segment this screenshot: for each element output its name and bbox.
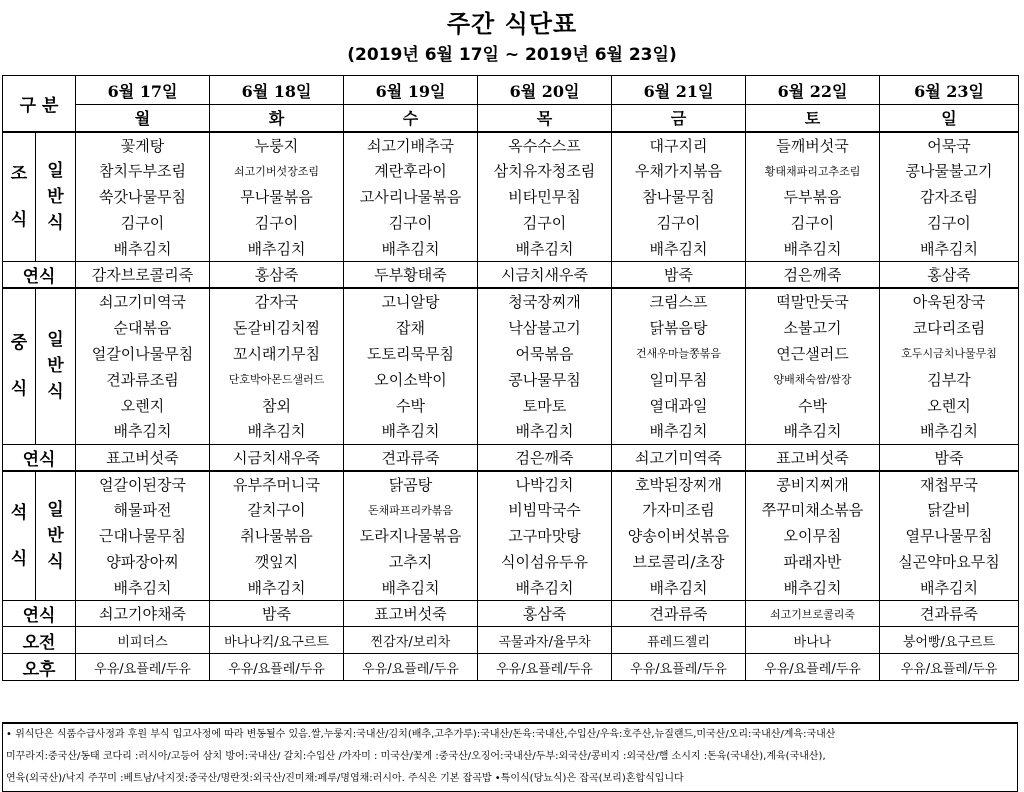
date-header: 6월 18일 (210, 76, 344, 105)
dinner-porridge-label: 연식 (3, 601, 76, 627)
day-header: 목 (478, 105, 612, 132)
porridge-item: 시금치새우죽 (210, 444, 344, 471)
porridge-item: 홍삼죽 (478, 601, 612, 627)
porridge-item: 견과류죽 (344, 444, 478, 471)
menu-item: 아욱된장국 (880, 288, 1019, 314)
menu-item: 쇠고기버섯장조림 (210, 158, 344, 184)
lunch-general-label: 일 반 식 (36, 288, 76, 444)
footer-notes (2, 722, 1018, 792)
menu-item: 일미무침 (612, 366, 746, 392)
menu-item: 수박 (344, 392, 478, 418)
menu-item: 닭갈비 (880, 497, 1019, 523)
menu-item: 고니알탕 (344, 288, 478, 314)
menu-item: 김구이 (76, 210, 210, 236)
menu-item: 배추김치 (344, 418, 478, 444)
menu-item: 배추김치 (76, 236, 210, 262)
menu-item: 감자조림 (880, 184, 1019, 210)
menu-item: 배추김치 (76, 575, 210, 601)
date-header: 6월 22일 (746, 76, 880, 105)
menu-item: 꼬시래기무침 (210, 340, 344, 366)
menu-item: 어묵국 (880, 132, 1019, 158)
menu-item: 호두시금치나물무침 (880, 340, 1019, 366)
menu-item: 들깨버섯국 (746, 132, 880, 158)
menu-item: 해물파전 (76, 497, 210, 523)
porridge-item: 검은깨죽 (478, 444, 612, 471)
menu-item: 배추김치 (612, 575, 746, 601)
porridge-item: 밤죽 (210, 601, 344, 627)
menu-item: 재첩무국 (880, 471, 1019, 497)
porridge-item: 밤죽 (880, 444, 1019, 471)
menu-item: 배추김치 (880, 236, 1019, 262)
menu-item: 김구이 (478, 210, 612, 236)
menu-item: 양배채숙쌈/쌈장 (746, 366, 880, 392)
menu-item: 오이무침 (746, 523, 880, 549)
menu-item: 양송이버섯볶음 (612, 523, 746, 549)
dinner-label: 석 식 (3, 471, 36, 601)
menu-item: 열대과일 (612, 392, 746, 418)
menu-item: 오렌지 (76, 392, 210, 418)
menu-item: 참나물무침 (612, 184, 746, 210)
menu-item: 깻잎지 (210, 549, 344, 575)
menu-item: 근대나물무침 (76, 523, 210, 549)
menu-table (2, 75, 1019, 681)
snack-item: 우유/요플레/두유 (478, 654, 612, 681)
menu-item: 김구이 (344, 210, 478, 236)
menu-item: 콩나물무침 (478, 366, 612, 392)
porridge-item: 홍삼죽 (210, 262, 344, 289)
breakfast-porridge-label: 연식 (3, 262, 76, 289)
menu-item: 콩나물불고기 (880, 158, 1019, 184)
menu-item: 돈채파프리카볶음 (344, 497, 478, 523)
menu-item: 김구이 (880, 210, 1019, 236)
pm_snack-label: 오후 (3, 654, 76, 681)
menu-item: 파래자반 (746, 549, 880, 575)
menu-item: 취나물볶음 (210, 523, 344, 549)
menu-item: 비빔막국수 (478, 497, 612, 523)
dinner-general-label: 일 반 식 (36, 471, 76, 601)
porridge-item: 표고버섯죽 (344, 601, 478, 627)
menu-item: 도라지나물볶음 (344, 523, 478, 549)
menu-item: 얼갈이나물무침 (76, 340, 210, 366)
menu-item: 떡말만둣국 (746, 288, 880, 314)
snack-item: 우유/요플레/두유 (210, 654, 344, 681)
menu-item: 배추김치 (210, 236, 344, 262)
menu-item: 갈치구이 (210, 497, 344, 523)
porridge-item: 표고버섯죽 (746, 444, 880, 471)
footer-line-3: 연육(외국산)/낙지 주꾸미 :베트남/낙지젓:중국산/명란젓:외국산/진미채:페루/명엽채:러시아. 주식은 기본 잡곡밥 •특이식(당뇨식)은 잡곡(보리)혼합식입니다 (6, 773, 684, 784)
menu-item: 도토리묵무침 (344, 340, 478, 366)
menu-item: 김부각 (880, 366, 1019, 392)
menu-item: 오이소박이 (344, 366, 478, 392)
menu-item: 무나물볶음 (210, 184, 344, 210)
porridge-item: 두부황태죽 (344, 262, 478, 289)
day-header: 화 (210, 105, 344, 132)
snack-item: 우유/요플레/두유 (746, 654, 880, 681)
menu-item: 순대볶음 (76, 314, 210, 340)
menu-item: 배추김치 (478, 418, 612, 444)
menu-item: 배추김치 (210, 575, 344, 601)
menu-item: 두부볶음 (746, 184, 880, 210)
snack-item: 우유/요플레/두유 (76, 654, 210, 681)
menu-item: 잡채 (344, 314, 478, 340)
menu-item: 쇠고기미역국 (76, 288, 210, 314)
footer-line-1: • 위식단은 식품수급사정과 후원 부식 입고사정에 따라 변동될수 있음.쌀,누룽지:국내산/김치(배추,고추가루):국내산/돈육:국내산,수입산/우육:호주산,뉴질랜드,미국산/오리:국내산/계육:국내산 (6, 729, 836, 740)
porridge-item: 홍삼죽 (880, 262, 1019, 289)
menu-item: 단호박아몬드샐러드 (210, 366, 344, 392)
porridge-item: 표고버섯죽 (76, 444, 210, 471)
date-header: 6월 23일 (880, 76, 1019, 105)
menu-item: 오렌지 (880, 392, 1019, 418)
menu-item: 실곤약마요무침 (880, 549, 1019, 575)
menu-item: 코다리조림 (880, 314, 1019, 340)
menu-item: 가자미조림 (612, 497, 746, 523)
date-header: 6월 20일 (478, 76, 612, 105)
snack-item: 비피더스 (76, 627, 210, 654)
menu-item: 배추김치 (76, 418, 210, 444)
date-header: 6월 21일 (612, 76, 746, 105)
lunch-label: 중 식 (3, 288, 36, 444)
snack-item: 우유/요플레/두유 (344, 654, 478, 681)
menu-item: 수박 (746, 392, 880, 418)
menu-item: 삼치유자청조림 (478, 158, 612, 184)
menu-item: 누룽지 (210, 132, 344, 158)
menu-item: 견과류조림 (76, 366, 210, 392)
snack-item: 우유/요플레/두유 (612, 654, 746, 681)
menu-item: 식이섬유두유 (478, 549, 612, 575)
porridge-item: 쇠고기야채죽 (76, 601, 210, 627)
menu-item: 쭈꾸미채소볶음 (746, 497, 880, 523)
menu-item: 배추김치 (612, 418, 746, 444)
snack-item: 퓨레드젤리 (612, 627, 746, 654)
menu-item: 비타민무침 (478, 184, 612, 210)
menu-item: 쇠고기배추국 (344, 132, 478, 158)
porridge-item: 감자브로콜리죽 (76, 262, 210, 289)
menu-item: 김구이 (210, 210, 344, 236)
menu-item: 호박된장찌개 (612, 471, 746, 497)
menu-item: 배추김치 (746, 236, 880, 262)
menu-item: 김구이 (612, 210, 746, 236)
menu-item: 어묵볶음 (478, 340, 612, 366)
menu-item: 건새우마늘쫑볶음 (612, 340, 746, 366)
day-header: 일 (880, 105, 1019, 132)
day-header: 금 (612, 105, 746, 132)
menu-item: 꽃게탕 (76, 132, 210, 158)
day-header: 월 (76, 105, 210, 132)
menu-item: 배추김치 (880, 418, 1019, 444)
menu-item: 배추김치 (210, 418, 344, 444)
menu-item: 열무나물무침 (880, 523, 1019, 549)
snack-item: 곡물과자/율무차 (478, 627, 612, 654)
menu-item: 닭곰탕 (344, 471, 478, 497)
menu-item: 감자국 (210, 288, 344, 314)
breakfast-general-label: 일 반 식 (36, 132, 76, 262)
menu-item: 참외 (210, 392, 344, 418)
menu-item: 배추김치 (344, 236, 478, 262)
porridge-item: 밤죽 (612, 262, 746, 289)
menu-item: 닭볶음탕 (612, 314, 746, 340)
porridge-item: 쇠고기브로콜리죽 (746, 601, 880, 627)
porridge-item: 쇠고기미역죽 (612, 444, 746, 471)
menu-item: 배추김치 (880, 575, 1019, 601)
snack-item: 우유/요플레/두유 (880, 654, 1019, 681)
snack-item: 바나나킥/요구르트 (210, 627, 344, 654)
menu-item: 크림스프 (612, 288, 746, 314)
menu-item: 배추김치 (344, 575, 478, 601)
menu-item: 돈갈비김치찜 (210, 314, 344, 340)
menu-item: 대구지리 (612, 132, 746, 158)
porridge-item: 견과류죽 (612, 601, 746, 627)
date-header: 6월 17일 (76, 76, 210, 105)
menu-item: 배추김치 (478, 236, 612, 262)
footer-line-2: 미꾸라지:중국산/동태 코다리 :러시아/고등어 삼치 방어:국내산/ 갈치:수입산 /가자미 : 미국산/꽃게 :중국산/오징어:국내산/두부:외국산/콩비지 :외국산/햄 소시지 :돈육(국내산),계육(국내산), (6, 751, 826, 762)
date-header: 6월 19일 (344, 76, 478, 105)
porridge-item: 시금치새우죽 (478, 262, 612, 289)
menu-item: 옥수수스프 (478, 132, 612, 158)
menu-item: 연근샐러드 (746, 340, 880, 366)
menu-item: 배추김치 (746, 575, 880, 601)
menu-item: 토마토 (478, 392, 612, 418)
menu-item: 브로콜리/초장 (612, 549, 746, 575)
porridge-item: 검은깨죽 (746, 262, 880, 289)
menu-item: 배추김치 (612, 236, 746, 262)
menu-item: 양파장아찌 (76, 549, 210, 575)
menu-item: 고사리나물볶음 (344, 184, 478, 210)
menu-item: 소불고기 (746, 314, 880, 340)
breakfast-label: 조 식 (3, 132, 36, 262)
menu-item: 얼갈이된장국 (76, 471, 210, 497)
menu-item: 청국장찌개 (478, 288, 612, 314)
menu-item: 콩비지찌개 (746, 471, 880, 497)
snack-item: 바나나 (746, 627, 880, 654)
menu-item: 배추김치 (746, 418, 880, 444)
day-header: 토 (746, 105, 880, 132)
snack-item: 찐감자/보리차 (344, 627, 478, 654)
snack-item: 붕어빵/요구르트 (880, 627, 1019, 654)
menu-item: 고추지 (344, 549, 478, 575)
gubun-header: 구 분 (3, 76, 76, 132)
am_snack-label: 오전 (3, 627, 76, 654)
menu-item: 김구이 (746, 210, 880, 236)
page-title: 주간 식단표 (446, 10, 578, 38)
menu-item: 고구마맛탕 (478, 523, 612, 549)
menu-item: 나박김치 (478, 471, 612, 497)
menu-item: 쑥갓나물무침 (76, 184, 210, 210)
menu-item: 계란후라이 (344, 158, 478, 184)
menu-item: 유부주머니국 (210, 471, 344, 497)
menu-item: 배추김치 (478, 575, 612, 601)
menu-item: 우채가지볶음 (612, 158, 746, 184)
page-subtitle: (2019년 6월 17일 ~ 2019년 6월 23일) (347, 45, 677, 65)
menu-item: 참치두부조림 (76, 158, 210, 184)
day-header: 수 (344, 105, 478, 132)
porridge-item: 견과류죽 (880, 601, 1019, 627)
lunch-porridge-label: 연식 (3, 444, 76, 471)
menu-item: 황태채파리고추조림 (746, 158, 880, 184)
menu-item: 낙삼불고기 (478, 314, 612, 340)
